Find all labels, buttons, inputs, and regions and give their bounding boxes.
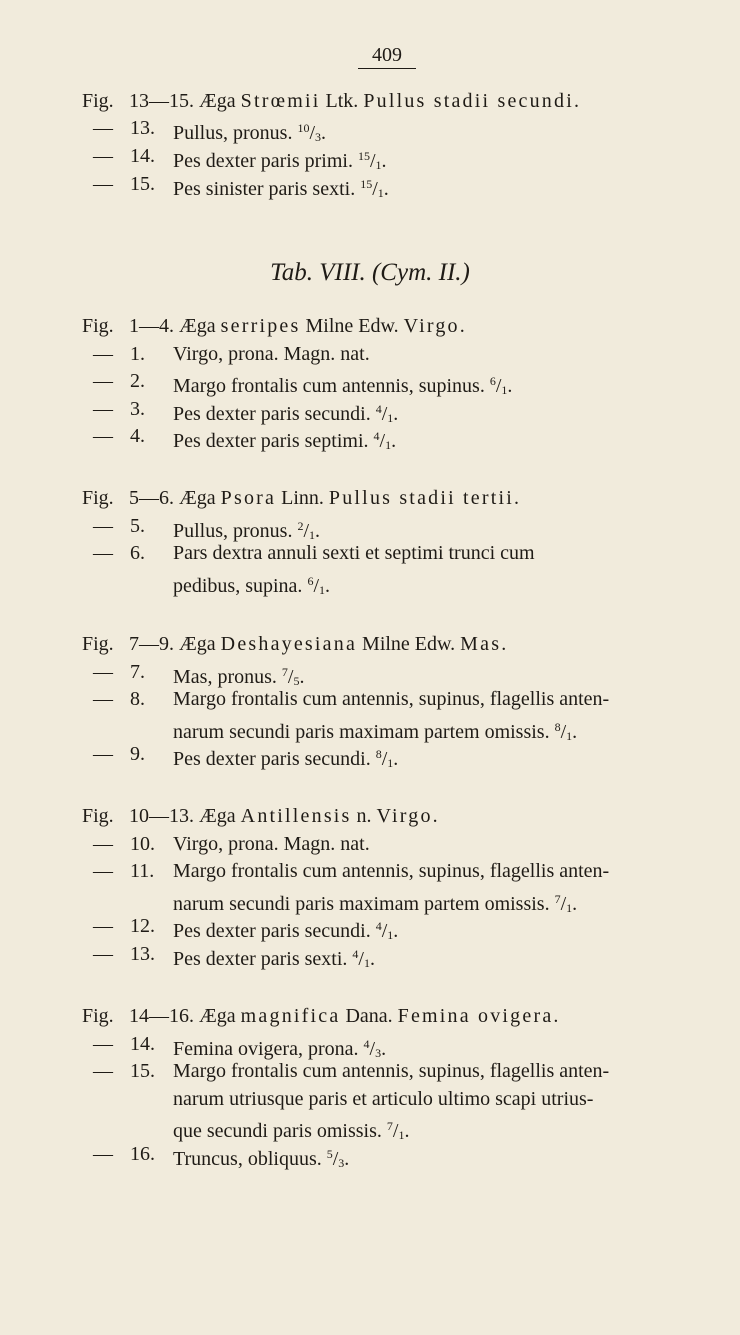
fig-description-text: Margo frontalis cum antennis, supinus, flagellis anten- <box>173 860 610 882</box>
fig-number: 14. <box>130 145 155 167</box>
magnification: $^4/_1$. <box>352 946 375 970</box>
magnification: $^8/_1$. <box>375 747 399 770</box>
fig-description-text: Pes dexter paris secundi. <box>173 920 371 942</box>
fig-description <box>173 1058 609 1084</box>
fig-description <box>173 941 375 976</box>
fig-description <box>173 858 609 884</box>
fig-description-text: Pullus, pronus. <box>173 519 293 542</box>
fig-description-text: pedibus, supina. <box>173 574 303 597</box>
fig-number: 4. <box>130 425 145 447</box>
fig-description-text: Truncus, obliquus. <box>173 1147 322 1170</box>
fig-number: 1. <box>130 342 145 365</box>
fig-description <box>173 423 396 458</box>
fig-description-text: Margo frontalis cum antennis, supinus, flagellis anten- <box>173 1060 610 1082</box>
fig-description-text: Pars dextra annuli sexti et septimi trunci cum <box>173 542 535 564</box>
fig-description <box>173 1141 349 1176</box>
species: Strœmii <box>240 90 321 112</box>
dash: — <box>93 1032 113 1055</box>
fig-label: Fig. <box>82 487 114 509</box>
magnification: $^7/_1$. <box>386 1119 410 1142</box>
fig-description-text: Virgo, prona. Magn. nat. <box>173 832 370 855</box>
fig-number: 13. <box>130 942 155 965</box>
fig-range: 10—13. <box>129 805 194 827</box>
fig-range: 5—6. <box>129 487 174 509</box>
fig-number: 10. <box>130 832 155 855</box>
magnification: $^{15}/_1$. <box>357 149 387 172</box>
magnification: $^6/_1$. <box>489 374 513 397</box>
fig-number: 5. <box>130 514 145 537</box>
genus: Æga <box>199 805 236 827</box>
magnification: $^{15}/_1$. <box>360 177 389 200</box>
dash: — <box>93 660 113 683</box>
dash: — <box>93 743 113 765</box>
table-title: Tab. VIII. (Cym. II.) <box>270 259 470 286</box>
genus: Æga <box>179 487 216 509</box>
fig-heading-text <box>129 631 508 657</box>
fig-range: 13—15. <box>129 90 194 112</box>
fig-number: 15. <box>130 173 155 195</box>
fig-description-text: Pes dexter paris septimi. <box>173 430 369 452</box>
dash: — <box>93 860 113 882</box>
fig-label: Fig. <box>82 805 114 827</box>
author: Milne Edw. <box>305 315 399 337</box>
fig-description <box>173 831 370 857</box>
fig-range: 1—4. <box>129 315 174 337</box>
fig-heading-text <box>129 803 440 829</box>
dash: — <box>93 688 113 710</box>
dash: — <box>93 173 113 195</box>
note: Mas. <box>460 633 509 655</box>
fig-description-text: Femina ovigera, prona. <box>173 1037 359 1060</box>
dash: — <box>93 915 113 937</box>
dash: — <box>93 370 113 392</box>
dash: — <box>93 117 113 139</box>
fig-description-text: narum secundi paris maximam partem omissis. <box>173 720 550 743</box>
author: Linn. <box>281 487 324 509</box>
dash: — <box>93 1142 113 1165</box>
fig-description-text: Margo frontalis cum antennis, supinus, flagellis anten- <box>173 688 610 710</box>
fig-number: 12. <box>130 915 155 937</box>
fig-range: 14—16. <box>129 1005 194 1027</box>
fig-number: 2. <box>130 370 145 392</box>
fig-range: 7—9. <box>129 633 174 655</box>
fig-description-text: narum secundi paris maximam partem omissis. <box>173 892 550 915</box>
magnification: $^4/_1$. <box>375 919 399 942</box>
fig-number: 6. <box>130 542 145 564</box>
fig-description-text: narum utriusque paris et articulo ultimo scapi utrius- <box>173 1087 594 1110</box>
fig-description <box>173 341 370 367</box>
species: magnifica <box>240 1005 341 1027</box>
fig-number: 15. <box>130 1060 155 1082</box>
fig-number: 13. <box>130 117 155 139</box>
fig-number: 14. <box>130 1032 155 1055</box>
fig-description-text: Pes dexter paris secundi. <box>173 402 371 425</box>
note: Virgo. <box>403 315 467 337</box>
magnification: $^7/_5$. <box>281 664 305 688</box>
fig-number: 9. <box>130 743 145 765</box>
dash: — <box>93 425 113 447</box>
fig-description-text: que secundi paris omissis. <box>173 1120 382 1142</box>
species: Psora <box>220 487 277 509</box>
fig-number: 11. <box>130 860 155 882</box>
fig-description <box>173 568 330 603</box>
dash: — <box>93 1060 113 1082</box>
note: Femina ovigera. <box>397 1005 561 1027</box>
fig-heading-text <box>129 313 467 339</box>
genus: Æga <box>199 1005 236 1027</box>
fig-description-text: Pes dexter paris secundi. <box>173 748 371 770</box>
dash: — <box>93 832 113 855</box>
fig-description <box>173 1086 593 1112</box>
fig-description-text: Virgo, prona. Magn. nat. <box>173 342 370 365</box>
fig-description <box>173 540 535 566</box>
fig-label: Fig. <box>82 1005 114 1027</box>
fig-number: 3. <box>130 397 145 420</box>
dash: — <box>93 145 113 167</box>
magnification: $^8/_1$. <box>554 719 578 743</box>
fig-heading-text <box>129 1003 561 1029</box>
author: n. <box>356 805 372 827</box>
dash: — <box>93 514 113 537</box>
genus: Æga <box>179 315 216 337</box>
fig-heading-text <box>129 88 581 114</box>
genus: Æga <box>199 90 236 112</box>
fig-number: 8. <box>130 688 145 710</box>
fig-description-text: Pes dexter paris sexti. <box>173 947 348 970</box>
note: Pullus stadii tertii. <box>328 487 522 509</box>
fig-heading-text <box>129 485 521 511</box>
note: Pullus stadii secundi. <box>363 90 582 112</box>
fig-number: 7. <box>130 660 145 683</box>
species: Antillensis <box>240 805 352 827</box>
fig-description: Pullus, pronus. $^{10}/_3$. <box>173 121 327 144</box>
fig-number: 16. <box>130 1142 155 1165</box>
author: Dana. <box>345 1005 393 1027</box>
magnification: $^4/_1$. <box>373 429 397 452</box>
fig-description: Pes sinister paris sexti. $^{15}/_1$. <box>173 177 389 200</box>
author: Milne Edw. <box>362 633 456 655</box>
magnification: $^4/_1$. <box>375 401 399 425</box>
fig-label: Fig. <box>82 90 114 112</box>
fig-description-text: Margo frontalis cum antennis, supinus. <box>173 375 485 397</box>
author: Ltk. <box>325 90 359 112</box>
fig-description: Pes dexter paris primi. $^{15}/_1$. <box>173 149 387 172</box>
species: serripes <box>220 315 301 337</box>
dash: — <box>93 342 113 365</box>
magnification: $^6/_1$. <box>307 573 330 597</box>
fig-label: Fig. <box>82 633 114 655</box>
dash: — <box>93 397 113 420</box>
note: Virgo. <box>376 805 440 827</box>
magnification: $^5/_3$. <box>326 1146 350 1170</box>
page-number: 409 <box>358 44 416 69</box>
fig-label: Fig. <box>82 315 114 337</box>
magnification: $^7/_1$. <box>554 891 578 915</box>
fig-description <box>173 686 609 712</box>
dash: — <box>93 942 113 965</box>
fig-description <box>173 741 398 776</box>
magnification: $^2/_1$. <box>297 518 321 542</box>
dash: — <box>93 542 113 564</box>
genus: Æga <box>179 633 216 655</box>
magnification: $^{10}/_3$. <box>297 121 327 144</box>
magnification: $^4/_3$. <box>363 1036 387 1060</box>
fig-description-text: Mas, pronus. <box>173 665 277 688</box>
species: Deshayesiana <box>220 633 358 655</box>
